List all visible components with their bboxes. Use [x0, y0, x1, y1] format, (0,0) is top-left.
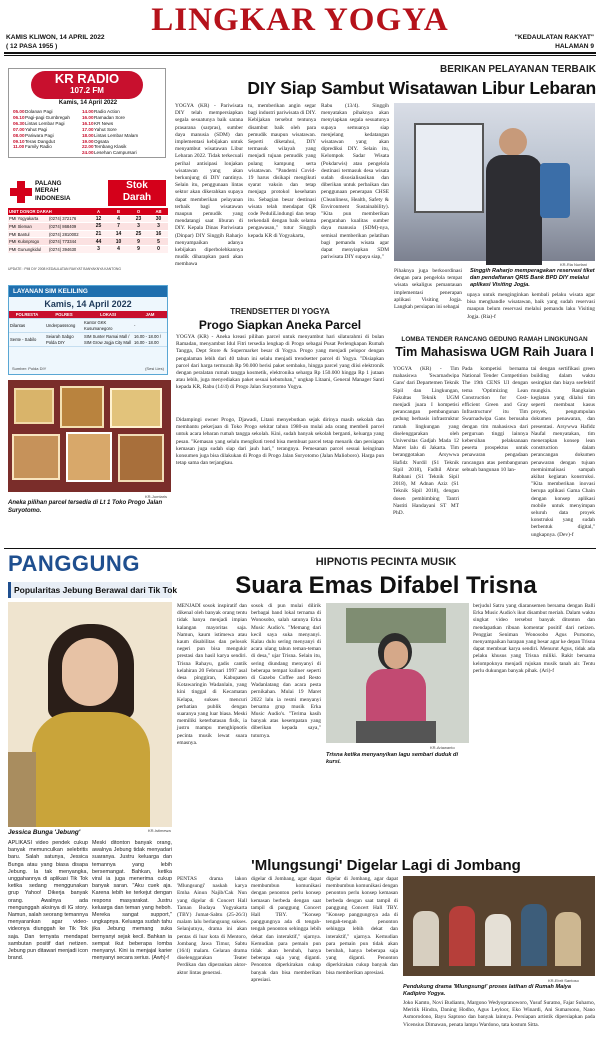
schedule-time: 14.00: [82, 109, 94, 114]
kr-radio-logo: [31, 71, 143, 99]
poster-board: [414, 123, 484, 213]
pmi-stock-value: 4: [117, 215, 120, 222]
pmi-note: UPDATE : PMI DIY 2008 KEDAULATAN RAKYAT BANYAKNYA KANTONG: [8, 267, 121, 271]
schedule-program: Yahut Pagi: [25, 126, 48, 132]
lead-photo-caption: Singgih Raharjo memperagakan reservasi tiket dan pendaftaran QRIS Bank BPD DIY melalui aplikasi Visiting Jogja.: [470, 268, 595, 288]
sim-header-row: [9, 311, 167, 319]
pmi-stock-value: 9: [137, 238, 140, 245]
paper-name: "KEDAULATAN RAKYAT": [514, 34, 594, 41]
banner-blue: [540, 163, 570, 218]
pmi-unit-name: PMI Bantul: [9, 231, 30, 237]
sim-row: [9, 333, 167, 347]
actor-figure: [449, 906, 475, 966]
pmi-title-line: INDONESIA: [35, 194, 71, 202]
lead-text: upaya untuk menginginkan kembali pelaku wisata agar bisa menghandle wisatawan, baik yang sudah reservasi maupun belum reservasi melalui pemandu laku Visiting Jogja. (Ria)-f: [467, 292, 595, 320]
pmi-stock-value: 23: [135, 215, 142, 222]
pmi-header-row: [8, 208, 168, 216]
progo-photo: [8, 380, 171, 492]
sim-date: Kamis, 14 April 2022: [44, 299, 132, 309]
pmi-col-unit: UNIT DONOR DARAH: [9, 208, 52, 214]
pmi-title-line: PALANG: [35, 180, 62, 187]
red-cross-icon: [10, 180, 32, 204]
masthead-date-block: [6, 33, 105, 51]
jombang-text: digelar di Jombang, agar dapat membumbun komunikasi dengan penonton perlu konsep kemasan berbeda dengan saat tampil di panggung Concert Hall TBY. "Konsep panggungnya ada di tengah-tengah penonton sehingga lebih dekat dan interaktif," ujarnya. Kemudian para pemain pun tidak akan berubah, hanya beberapa saja yang diganti. Penonton diperkirakan cukup banyak dan bisa memberikan apresiasi.: [326, 876, 398, 976]
trisna-photo-credit: KR-Ariawanto: [430, 745, 455, 750]
pmi-stock-value: 25: [135, 231, 142, 238]
lead-column-4: [394, 268, 462, 332]
schedule-time: 22.00: [82, 144, 94, 150]
jebung-headline: Popularitas Jebung Berawal dari Tik Tok: [14, 585, 178, 595]
pmi-stock-value: 7: [117, 223, 120, 230]
pmi-stock-value: 4: [117, 246, 120, 253]
pmi-stock-value: 16: [155, 231, 162, 238]
trisna-face: [384, 641, 408, 669]
schedule-program: Radio Action: [94, 109, 120, 114]
ugm-kicker: LOMBA TENDER RANCANG GEDUNG RAMAH LINGKUNGAN: [401, 336, 588, 343]
lead-text: tu, memberikan angin segar bagi industri pariwisata di DIY. Kebijakan tersebut tentunya disambut baik oleh para pemudik maupun wisatawan. Seperti diketahui, DIY termasuk wilayah yang menjadi tujuan pemudik yang pulang kampung serta wisatawan. "Pandemi Covid-19 harus disikapi mengikuti syarat vaksin dan tetap menjaga protokol kesehatan itu. Sebagian besar destinasi wisata telah mendapat QR code PeduliLindungi dan tetap terkendali dengan baik selama pengawasan," tutur Singgih kepada KR di Yogyakarta,: [248, 103, 316, 239]
trisna-column-3: [473, 603, 595, 828]
pmi-row: [8, 231, 168, 239]
sim-col-header: POLRESTA: [15, 312, 39, 317]
pmi-col-blood-type: A: [96, 208, 101, 214]
pmi-stock-value: 9: [137, 246, 140, 253]
jebung-text: Meski ditonton banyak orang, awalnya Jebung tidak menyadari suaranya. Justru keluarga dan temannya yang lebih bersemangat. Bahkan, ketika viral ia juga menerima cukup banyak saran. "Aku cuek aja. Karena lebih ke terkejut dengan respons masyarakat. Justru keluarga dan teman yang heboh. Mereka sangat support," ungkapnya. Keluarga sudah tahu jika Jebung memang suka bernyanyi sejak kecil. Bahkan ia sempat ikut beberapa lomba menyanyi. Kini ia menjajal karier menyanyi secara serius. (Awh)-f: [92, 840, 172, 962]
issue-javanese-date: ( 12 PASA 1955 ): [6, 43, 58, 50]
issue-date: KAMIS KLIWON, 14 APRIL 2022: [6, 34, 105, 41]
schedule-program: Pagi-pagi Gumbregah: [25, 114, 70, 120]
trisna-column-2: [251, 603, 321, 855]
sim-keliling-box: [8, 285, 168, 375]
pmi-row: [8, 223, 168, 231]
schedule-time: 08.00: [13, 132, 25, 138]
ugm-text: Pada kompetisi bernama National Tender Competition The 19th CENS UI dengan tema 'Optimizing Lean Construction for Cost-efficient Green and Gray Infrastructure' itu Tim Swarnadwipa Gans berusaha dengan tim mahasiswa dari perguruan tinggi lainnya kebersihan pelaksanaan peserta prospektus untuk penawaran pengadaan rancangan atas pembangunan sebuah bangunan 10 lan-: [462, 366, 528, 473]
lead-column-1: [175, 103, 243, 298]
kr-radio-program-list: [13, 109, 163, 156]
ugm-column-1: [393, 366, 459, 517]
jebung-title-bar: [8, 582, 178, 598]
pmi-row: [8, 246, 168, 254]
pmi-unit-name: PMI Kulonprogo: [9, 239, 40, 245]
progo-photo-credit: KR-Jumtaris: [145, 494, 168, 499]
jombang-photo-caption: Pendukung drama 'Mlungsungi' proses latihan di Rumah Maiya Kadipiro Yogya.: [403, 984, 572, 997]
pmi-stock-value: 5: [157, 238, 160, 245]
lead-column-2: [248, 103, 316, 298]
masthead-rule-thin: [4, 55, 596, 56]
actor-figure: [555, 912, 581, 966]
actor-figure: [521, 904, 547, 966]
schedule-time: 06.10: [13, 114, 25, 120]
ugm-headline: Tim Mahasiswa UGM Raih Juara I: [395, 345, 594, 359]
pmi-col-blood-type: O: [136, 208, 141, 214]
jombang-column-1: [177, 876, 247, 1046]
sim-note: (Sesi Lies): [145, 366, 164, 371]
pmi-stock-value: 3: [137, 223, 140, 230]
schedule-time: 16.00: [82, 114, 94, 120]
pmi-unit-phone: (0274) 372176: [49, 216, 77, 222]
schedule-program: Ramadan Sore: [94, 114, 125, 120]
pmi-col-blood-type: B: [116, 208, 121, 214]
jebung-photo-credit: KR-Istimewa: [148, 828, 171, 833]
jombang-photo: [403, 876, 595, 976]
schedule-program: Tembang Klasik: [94, 144, 127, 150]
kr-radio-frequency: 107.2 FM: [70, 86, 104, 95]
trisna-column-1: [177, 603, 247, 855]
sim-cell: -: [134, 322, 136, 328]
lead-text: Rabu (13/4). Singgih menyatakan pihaknya akan menyiapkan segala sesuatunya supaya semuanya siap menjelang kedatangan wisatawan yang akan diprediksi DIY. Selain itu, Kelompok Sadar Wisata (Pokdarwis) atau pengelola destinasi termasuk desa wisata sudah disosialisasikan dan diberikan untuk perbaikan dan penggunaan penerapan CHSE (Cleanliness, Health, Safety & Environment Sustainability). "Kita pun memberikan pengarahan kualitas sumber daya manusia (SDM)-nya, semisal memberikan pelatihan bagi pemandu wisata agar dapat menyiapkan SDM pariwisata DIY supaya siap,": [321, 103, 389, 261]
sim-cell: Kantor GKK Kusumanegoro: [84, 320, 113, 331]
schedule-time: 07.00: [13, 126, 25, 132]
darah-label: Darah: [122, 192, 152, 203]
schedule-time: 05.00: [13, 109, 25, 114]
lead-headline: DIY Siap Sambut Wisatawan Libur Lebaran: [247, 78, 596, 98]
jombang-text: digelar di Jombang, agar dapat membumbun komunikasi dengan penonton perlu konsep kemasan berbeda dengan saat tampil di panggung Concert Hall TBY. "Konsep panggungnya ada di tengah-tengah penonton sehingga lebih dekat dan interaktif," ujarnya. Kemudian para pemain pun tidak akan berubah, hanya beberapa saja yang diganti. Penonton diperkirakan cukup banyak dan bisa memberikan apresiasi.: [251, 876, 321, 983]
pmi-row: [8, 216, 168, 224]
ugm-column-3: [531, 366, 595, 538]
parcel-box: [14, 388, 54, 424]
jombang-column-3: [403, 1000, 595, 1048]
pmi-stock-value: 21: [95, 231, 102, 238]
schedule-program: Family Radio: [25, 144, 52, 150]
jebung-column-2: [92, 840, 172, 1045]
panggung-section-title: PANGGUNG: [8, 551, 140, 576]
sim-col-header: POLRES: [55, 312, 73, 317]
parcel-box: [60, 386, 104, 428]
trisna-photo-caption: Trisna ketika menyanyikan lagu sembari duduk di kursi.: [326, 752, 459, 765]
pmi-unit-phone: (0274) 773344: [49, 239, 77, 245]
page-number: HALAMAN 9: [555, 43, 594, 50]
progo-headline: Progo Siapkan Aneka Parcel: [198, 318, 362, 332]
sim-cell: 16.00 - 18.00 / 16.00 - 18.00: [134, 334, 162, 345]
ugm-text: YOGYA (KR) - Tim mahasiswa 'Swarnadwipa Gans' dari Departemen Teknik Sipil dan Lingkungan, Fakultas Teknik UGM menjadi juara I kompetisi perancangan pembangunan gedung berbasis infrastruktur ramah lingkungan yang diselenggarakan oleh Universitas Gadjah Mada 12 Maret lalu di Jakarta. Tim beranggotakan Arsywwa Hafidz Nurdil (S1 Teknik Sipil 2018), Fadhil Abrar Rabbani (S1 Teknik Sipil 2018), M Adnan Aziz (S1 Teknik Sipil 2018), dengan dosen pembimbing Tantri Nastiti Handayani ST MT PhD.: [393, 366, 459, 517]
pmi-stock-table: [8, 208, 168, 254]
schedule-time: 17.00: [82, 126, 94, 132]
schedule-program: Yahut Sore: [94, 126, 117, 132]
lead-column-5: [467, 292, 595, 334]
trisna-kicker: HIPNOTIS PECINTA MUSIK: [315, 556, 457, 568]
jebung-photo-caption: Jessica Bunga 'Jebung': [8, 829, 81, 836]
lead-photo: [394, 103, 595, 261]
background-shelf: [8, 752, 36, 827]
jombang-text: Joko Kamto, Novi Budianto, Margono Wedyopranoworo, Yusuf Suratno, Fajar Suharno, Meritik Hindra, Daning Hodho, Agus Leyloor, Eko Winardi, Ani Sumarsono, Nano Asmorodono, Bayu Saptono dan banyak lainnya. Persiapan artistik dipersiapkan pada Vicensius Dimawan, penata lampu Wardono, tata kostum Sitta.: [403, 1000, 595, 1028]
sim-cell: Dilantas: [10, 322, 26, 328]
jombang-photo-credit: KR-Ebrit Santoso: [548, 978, 579, 983]
sim-col-header: JAM: [145, 312, 155, 317]
progo-column-2: [176, 417, 384, 495]
pmi-title-line: MERAH: [35, 187, 59, 195]
section-rule: [4, 548, 596, 549]
pmi-stock-value: 0: [157, 246, 160, 253]
ugm-column-2: [462, 366, 528, 514]
wheelchair: [356, 721, 436, 743]
yellow-sweater: [32, 712, 150, 827]
pmi-stock-value: 3: [97, 246, 100, 253]
jombang-column-2b: [326, 876, 398, 1046]
kr-radio-brand: KR RADIO: [54, 71, 120, 86]
pmi-unit-phone: (0274) 394630: [49, 246, 77, 252]
sim-cell: Underpasssong: [46, 322, 76, 328]
progo-text: YOGYA (KR) - Aneka kreasi pilihan parcel untuk menyambut hari silaturahmi di bulan Ramadan, menyambut Idul Fitri tersedia lengkap di Progo sebagai Pusat Perlengkapan Rumah Tangga, Dept Store & Supermarket besar di Yogya. Progo yang menjadi pelopor dengan pengalaman lebih dari 40 tahun ini selalu menjadi trendsetter parcel di Yogya. "Disiapkan parcel dari harga termurah Rp 90.000 berisi paket sembako, hingga parcel yang diisi elektronik dengan peralatan rumah tangga kosmetik, elektronika seharga Rp 150.000 hingga Rp 1 jutaan atau lebih, juga menyediakan paket sesuai kebutuhan," ungkap Litaani, General Manager Santi kepada KR, Rabu (14/4) di Progo Jalan Suryotomo Yogya.: [176, 334, 384, 391]
pmi-unit-phone: (0274) 2810002: [49, 231, 79, 237]
sim-table: [9, 311, 167, 347]
trisna-text: MENJADI sosok inspiratif dan dikenal oleh banyak orang tentu tidak hanya menjadi impian kalangan mayoritas saja. Namun, kaum istimewa atau kaum disabilitas dan pelosok negeri pun bisa mengukir prestasi dan hasil karya sendiri. Trisna Rahayu, gadis cantik kelahiran 20 Februari 1997 asal desa pinggiran, Kabupaten Kotawaringin Wadanlain, yang kini tinggal di Kecamatan Kelapa, sukses mencuri perhatian publik dengan suaranya yang luar biasa. Meski memiliki keterbatasan fisik, ia justru mampu menghipnotis pecinta musik lewat suara emasnya.: [177, 603, 247, 746]
pmi-title: [35, 180, 71, 202]
sim-row: [9, 319, 167, 333]
pmi-unit-name: PMI Sleman: [9, 223, 32, 229]
pmi-stock-value: 10: [115, 238, 122, 245]
lead-kicker: BERIKAN PELAYANAN TERBAIK: [440, 64, 596, 75]
schedule-program: KR News: [94, 120, 114, 126]
kr-radio-date: Kamis, 14 April 2022: [58, 100, 118, 106]
jebung-photo: [8, 602, 172, 827]
sim-source: Sumber: Polda DIY: [12, 366, 47, 371]
parcel-box: [118, 434, 164, 482]
schedule-time: [13, 150, 25, 156]
schedule-time: 09.10: [13, 138, 25, 144]
pmi-stock-value: 12: [95, 215, 102, 222]
jombang-column-2: [251, 876, 321, 1046]
schedule-program: Dolanan Pagi: [25, 109, 53, 114]
pmi-blood-stock: [8, 180, 168, 272]
jombang-headline: 'Mlungsungi' Digelar Lagi di Jombang: [251, 857, 521, 874]
actor-figure: [485, 914, 511, 966]
pmi-stock-value: 3: [157, 223, 160, 230]
progo-column-1: [176, 334, 384, 414]
lead-column-3: [321, 103, 389, 298]
parcel-box: [12, 434, 60, 480]
pmi-stock-value: 25: [95, 223, 102, 230]
face: [62, 638, 118, 706]
schedule-time: 24.00: [82, 150, 94, 156]
sim-col-header: LOKASI: [100, 312, 116, 317]
pmi-col-blood-type: AB: [155, 208, 162, 214]
pmi-unit-name: PMI Yogyakarta: [9, 216, 39, 222]
schedule-program: [25, 150, 82, 156]
jombang-text: PENTAS drama lakon 'Mlungsungi' naskah karya Emha Ainun Najib/Cak Nun yang digelar di Concert Hall Taman Budaya Yogyakarta (TBY) Jumat-Sabtu (25-26/3) malam lalu berlangsung sukses. Selanjutnya, drama ini akan pentas di luar kota di Mentoro, Jombang Jawa Timur, Sabtu (16/4) malam. Gelaran drama diselenggarakan Teater Perdikan dan diperankan aktor-aktor lintas generasi.: [177, 876, 247, 976]
schedule-time: 16.10: [82, 120, 94, 126]
sim-cell: SIM Sunter Ramai Mall / SIM Grow Jogja City Mall: [84, 334, 132, 345]
trisna-text: berjudul Satru yang diaransemen bersama dengan Balli Erka Music Audio's ikut disambut meriah. Dalam waktu singkat video tersebut banyak ditonton dan mendapatkan ribuan komentar positif dari netizen. Penggiat Seniman Wonosobo Agus Purnomo, menyampaikan harapan yang besar agar ke depan Trisna dapat membuat karya sendiri. Menurut Agus, tidak ada pelaku khusus yang Trisna miliki. Rakit bersama kelompoknya menjadi rujukan musik tanah air. Tentu perlu dukungan banyak pihak. (Ari)-f: [473, 603, 595, 674]
schedule-time: 19.00: [82, 138, 94, 144]
masthead-title: LINGKAR YOGYA: [151, 2, 449, 38]
trisna-photo: [326, 603, 469, 743]
stok-darah-badge: [108, 180, 166, 206]
actor-figure: [413, 911, 439, 966]
progo-text: Didampingi owner Progo, Djawadi, Litani menyebutkan sejak dirinya masih sekolah dan membantu pekerjaan di Toko Progo sekitar tahun 1980-an mulai ada orang membeli parcel untuk acara lebaran rumah tangga sekolah. Kini, sudah banyak sekolah berganti, keluarga yang pesan. "Kemasan yang selalu mengikuti trend bisa membuat parcel tetap menarik dan persiapan kemasan juga sudah siap dari jauh hari," terangnya. Pemesanan parcel sesuai keinginan konsumen juga bisa dilakukan di Progo di Progo Jalan Suryotomo (Jalan Malioboro). Harga pun tetap sama dan terjangkau.: [176, 417, 385, 467]
person-head: [499, 128, 527, 156]
schedule-time: 06.30: [13, 120, 25, 126]
trisna-text: sosok di pun mulai dilirik berbagai band lokal ternama di Wonosobo, salah satunya Erka Music Audio's. "Memang dari kecil saya suka menyanyi. Kalau dulu sering menyanyi di acara ulang tahun teman-teman di desa," ujar Trisna. Selain itu, sering diundang menyanyi di beberapa tempat kuliner seperti di Gazebo Coffee and Resto Wadanlatang dan acara pesta pernikahan. Mulai 19 Maret 2022 lalu ia resmi menyanyi bersama grup musik Erka Music Audio's. "Terima kasih banyak atas kesempatan yang diberikan kepada saya," tuturnya.: [251, 603, 321, 739]
pmi-row: [8, 238, 168, 246]
schedule-program: Lesehan Campursari: [94, 150, 137, 156]
pmi-stock-value: 30: [155, 215, 162, 222]
parcel-box: [110, 388, 162, 428]
jebung-text: APLIKASI video pendek cukup banyak memunculkan selebritis baru. Salah satunya, Jessica Bunga atau yang biasa disapa Jebung. Ia tak menyangka, unggahannya di aplikasi Tik Tok ketika sedang menggunakan grup Yahoo! Dikerja banyak orang. Awalnya ada mengunggah aksinya di IG story. Namun, salah seorang temannya menyarankan agar video-videonya diunggah ke Tik Tok saja. Dan ternyata mendapat sambutan positif dari netizen. Jebung pun ditawari menjadi icon brand.: [8, 840, 89, 962]
pmi-unit-name: PMI Gunungkidul: [9, 246, 42, 252]
ugm-text: tai dengan sertifikasi green building dalam waktu sesingkat dan biaya seefektif mungkin. Rangkaian kegiatan yang dilalui tim seperti membuat kasus proyek, pengumpulan dokumen penawaran, dan presentasi. Arsywwa Hafidz Naufal menyatakan, tim menerapkan konsep lean construction dalam perancangan dokumen penawaran dengan tujuan meminimalisasi sampah akibat kegiatan konstruksi. "Kita memberikan inovasi berupa aplikasi Gama Chain dengan konsep aplikasi mobile untuk menyimpan seluruh data proyek konstruksi yang sudah berbentuk digital," ungkapnya. (Dev)-f: [531, 366, 595, 538]
trisna-headline: Suara Emas Difabel Trisna: [235, 572, 537, 599]
stok-label: Stok: [126, 180, 148, 191]
sim-cell: Seiarah Sabgo Polda DIY: [46, 334, 74, 345]
sim-title: LAYANAN SIM KELILING: [9, 286, 167, 297]
schedule-program: Lintas Lembar Malam: [94, 132, 139, 138]
sim-cell: Sente - Sabilo: [10, 336, 37, 342]
jebung-column-1: [8, 840, 88, 1045]
pmi-unit-phone: (0274) 868409: [49, 223, 77, 229]
progo-photo-caption: Aneka pilihan parcel tersedia di Lt 1 Toko Progo Jalan Suryotomo.: [8, 500, 163, 514]
schedule-time: 18.00: [82, 132, 94, 138]
pmi-stock-value: 44: [95, 238, 102, 245]
schedule-program: Teras Dangdut: [25, 138, 55, 144]
person-body: [486, 155, 542, 265]
lead-text: YOGYA (KR) - Pariwisata DIY telah mempersiapkan segala sesuatunya baik sarana prasarana (sarpras), sumber daya manusia (SDM) dan implementasi kebijakan untuk menyambut wisatawan Libur Lebaran 2022. Tidak terkecuali perihal antisipasi lonjakan wisatawan yang akan berkunjung di DIY nantinya. Selain itu, penggunaan lintas sektor akan dikerahkan supaya dapat memberikan pelayanan terbaik bagi wisatawan maupun pemudik yang mendatangi saat liburan di DIY. Kepala Dinas Pariwisata (Dinpar) DIY Singgih Raharjo menyampaikan adanya kebijakan diperbolehkannya mudik diharapkan pasti akan membawa: [175, 103, 243, 268]
schedule-program: Ogsata: [94, 138, 109, 144]
pmi-stock-value: 14: [115, 231, 122, 238]
parcel-box: [66, 432, 112, 482]
lead-photo-credit: KR-Ria Nurfani: [560, 262, 587, 267]
schedule-time: 11.00: [13, 144, 25, 150]
schedule-program: Lintas Lembar Pagi: [25, 120, 65, 126]
masthead-rule: [4, 52, 596, 54]
schedule-program: Pariwara Pagi: [25, 132, 54, 138]
kr-radio-schedule: [8, 68, 166, 158]
progo-kicker: TRENDSETTER DI YOGYA: [230, 307, 330, 316]
schedule-row: [13, 150, 163, 156]
lead-text: Pihaknya juga berkoordinasi dengan para pengelola tempat wisata sekaligus pemantauan implementasi penerapan aplikasi Visiting Jogja. Langkah persiapan ini sebagai: [394, 268, 462, 311]
masthead-page-block: [515, 33, 594, 51]
